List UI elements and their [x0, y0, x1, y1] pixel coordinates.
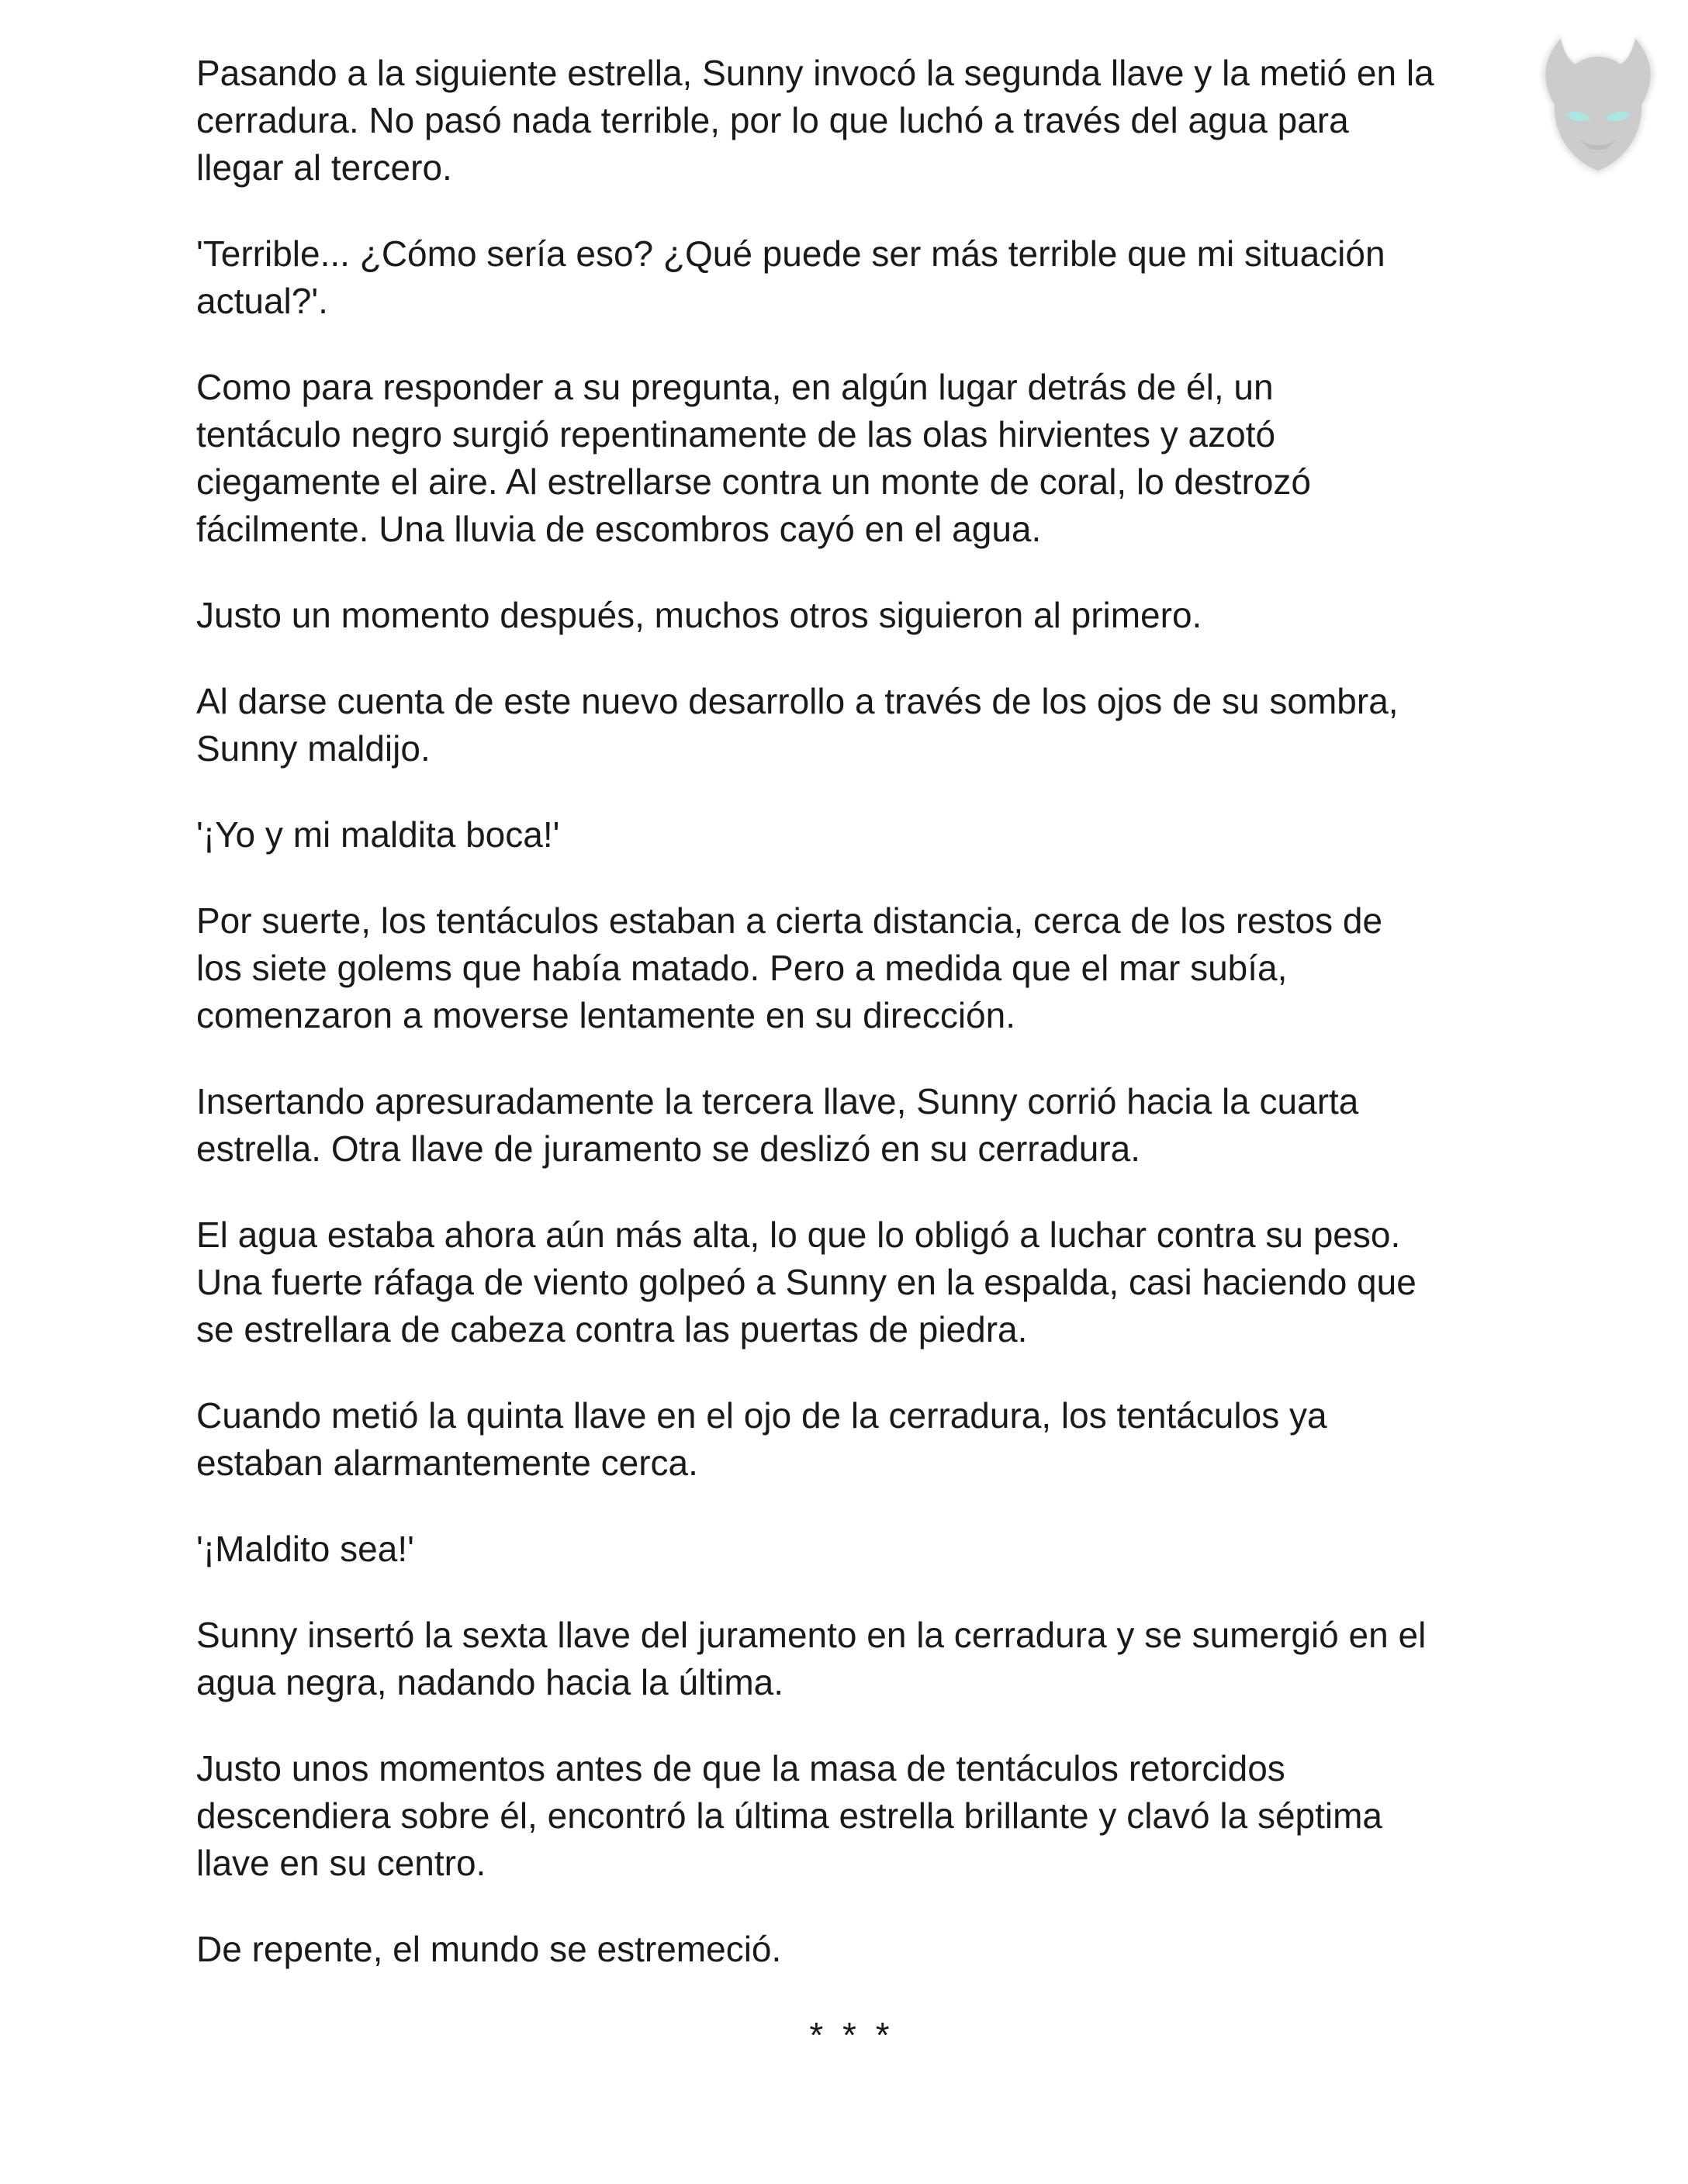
text-line: estaban alarmantemente cerca. [196, 1443, 698, 1483]
text-line: estrella. Otra llave de juramento se deslizó en su cerradura. [196, 1128, 1141, 1169]
paragraph [196, 230, 1507, 325]
text-line: descendiera sobre él, encontró la última estrella brillante y clavó la séptima [196, 1795, 1383, 1836]
text-line: '¡Maldito sea!' [196, 1529, 414, 1569]
text-line: Sunny insertó la sexta llave del juramento en la cerradura y se sumergió en el [196, 1615, 1427, 1655]
paragraph [196, 678, 1507, 772]
text-line: Una fuerte ráfaga de viento golpeó a Sunny en la espalda, casi haciendo que [196, 1262, 1416, 1302]
paragraph [196, 1392, 1507, 1487]
paragraph [196, 50, 1507, 192]
text-line: Pasando a la siguiente estrella, Sunny invocó la segunda llave y la metió en la [196, 53, 1434, 93]
chapter-text [196, 50, 1507, 2059]
text-line: El agua estaba ahora aún más alta, lo que lo obligó a luchar contra su peso. [196, 1215, 1401, 1255]
text-line: ciegamente el aire. Al estrellarse contra un monte de coral, lo destrozó [196, 461, 1311, 502]
paragraph [196, 1211, 1507, 1353]
paragraph [196, 1612, 1507, 1706]
paragraph [196, 897, 1507, 1039]
text-line: fácilmente. Una lluvia de escombros cayó en el agua. [196, 509, 1042, 549]
text-line: Justo unos momentos antes de que la masa de tentáculos retorcidos [196, 1748, 1285, 1788]
text-line: Cuando metió la quinta llave en el ojo de la cerradura, los tentáculos ya [196, 1395, 1327, 1436]
text-line: Como para responder a su pregunta, en algún lugar detrás de él, un [196, 367, 1274, 407]
paragraph [196, 811, 1507, 859]
paragraph [196, 1745, 1507, 1887]
text-line: agua negra, nadando hacia la última. [196, 1662, 784, 1702]
text-line: se estrellara de cabeza contra las puertas de piedra. [196, 1309, 1028, 1349]
paragraph [196, 364, 1507, 553]
paragraph [196, 592, 1507, 639]
text-line: '¡Yo y mi maldita boca!' [196, 814, 560, 855]
paragraph [196, 1926, 1507, 1973]
text-line: los siete golems que había matado. Pero a medida que el mar subía, [196, 948, 1288, 988]
text-line: cerradura. No pasó nada terrible, por lo que luchó a través del agua para [196, 100, 1349, 140]
paragraph [196, 1526, 1507, 1573]
text-line: llegar al tercero. [196, 147, 452, 188]
text-line: Por suerte, los tentáculos estaban a cierta distancia, cerca de los restos de [196, 900, 1383, 941]
text-line: actual?'. [196, 281, 328, 321]
text-line: llave en su centro. [196, 1843, 486, 1883]
text-line: comenzaron a moverse lentamente en su dirección. [196, 995, 1016, 1035]
section-separator: * * * [809, 2015, 894, 2055]
text-line: Justo un momento después, muchos otros siguieron al primero. [196, 595, 1202, 635]
text-line: 'Terrible... ¿Cómo sería eso? ¿Qué puede ser más terrible que mi situación [196, 233, 1385, 274]
text-line: tentáculo negro surgió repentinamente de las olas hirvientes y azotó [196, 414, 1276, 454]
text-line: Sunny maldijo. [196, 728, 431, 769]
text-line: De repente, el mundo se estremeció. [196, 1929, 782, 1969]
paragraph [196, 1078, 1507, 1173]
text-line: Al darse cuenta de este nuevo desarrollo a través de los ojos de su sombra, [196, 681, 1399, 721]
text-line: Insertando apresuradamente la tercera llave, Sunny corrió hacia la cuarta [196, 1081, 1359, 1121]
demon-head-logo-icon [1520, 16, 1676, 186]
